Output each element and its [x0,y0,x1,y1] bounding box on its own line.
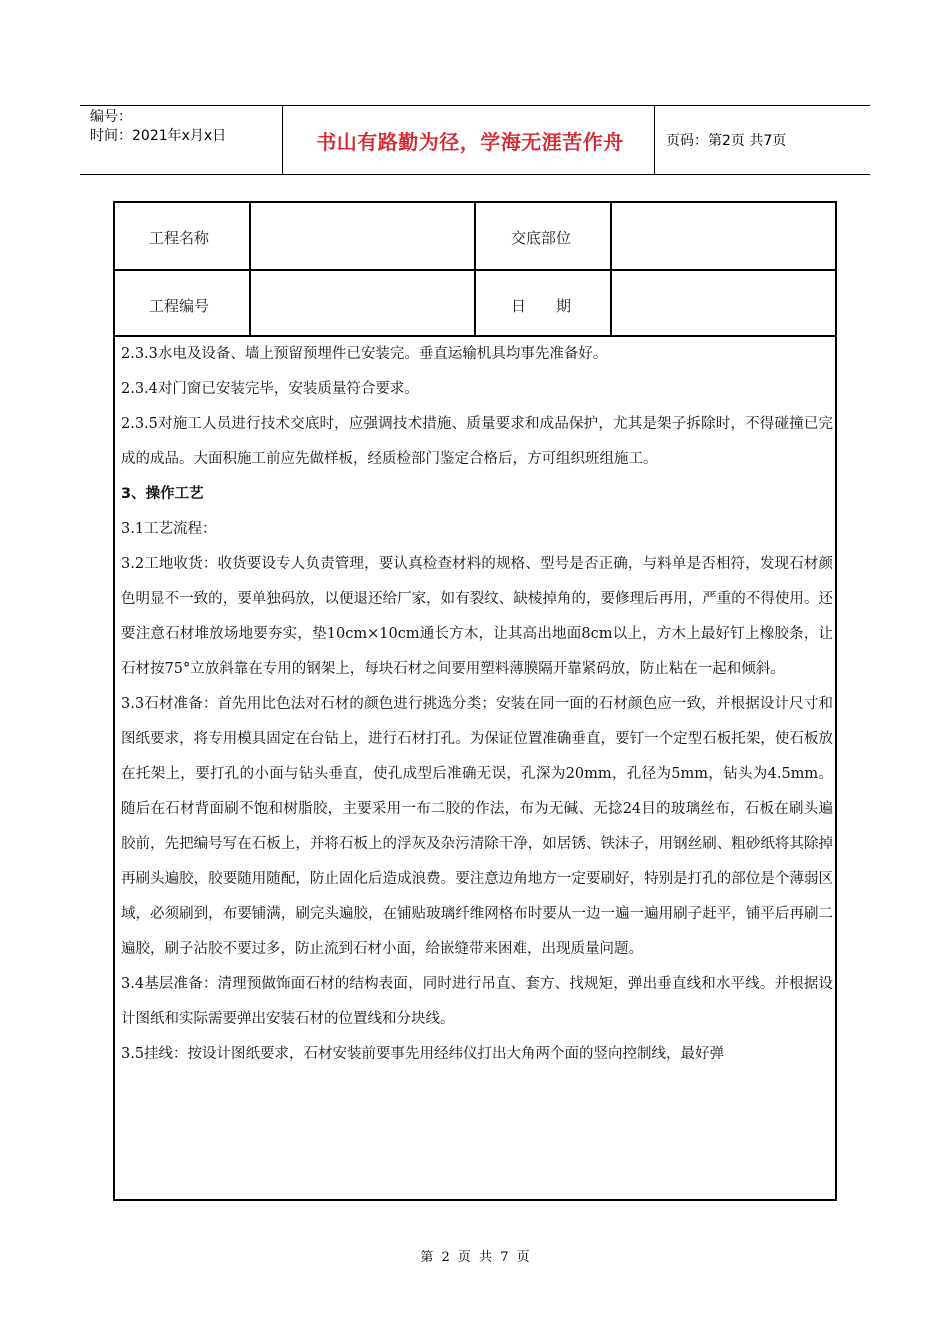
paragraph: 3.5挂线：按设计图纸要求，石材安装前要事先用经纬仪打出大角两个面的竖向控制线，最好弹 [121,1046,725,1062]
table-col-divider [249,203,251,335]
paragraph: 3.1工艺流程： [121,521,217,537]
paragraph: 2.3.5对施工人员进行技术交底时，应强调技术措施、质量要求和成品保护，尤其是架子拆除时，不得碰撞已完成的成品。大面积施工前应先做样板，经质检部门鉴定合格后，方可组织班组施工。 [121,416,833,467]
disclosure-table [113,201,837,1201]
section-heading: 3、操作工艺 [121,486,204,502]
paragraph: 3.2工地收货：收货要设专人负责管理，要认真检查材料的规格、型号是否正确，与料单是否相符，发现石材颜色明显不一致的，要单独码放，以便退还给厂家，如有裂纹、缺棱掉角的，要修理后再用，严重的不得使用。还要注意石材堆放场地要夯实，垫10cm×10cm通长方木，让其高出地面8cm以上，方木上最好钉上橡胶条，让石材按75°立放斜靠在专用的钢架上，每块石材之间要用塑料薄膜隔开靠紧码放，防止粘在一起和倾斜。 [121,556,833,677]
paragraph: 2.3.4对门窗已安装完毕，安装质量符合要求。 [121,381,419,397]
disclosure-part-label: 交底部位 [511,229,572,247]
table-col-divider [474,203,476,335]
paragraph: 3.4基层准备：清理预做饰面石材的结构表面，同时进行吊直、套方、找规矩，弹出垂直线和水平线。并根据设计图纸和实际需要弹出安装石材的位置线和分块线。 [121,976,833,1027]
paragraph: 2.3.3水电及设备、墙上预留预埋件已安装完。垂直运输机具均事先准备好。 [121,346,608,362]
header-slogan: 书山有路勤为径，学海无涯苦作舟 [316,130,624,154]
document-header [80,105,870,175]
table-col-divider [610,203,612,335]
disclosure-body-text [121,337,833,1072]
doc-time-label: 时间：2021年x月x日 [90,128,227,144]
header-meta [90,108,226,146]
paragraph: 3.3石材准备：首先用比色法对石材的颜色进行挑选分类；安装在同一面的石材颜色应一致，并根据设计尺寸和图纸要求，将专用模具固定在台钻上，进行石材打孔。为保证位置准确垂直，要钉一个定型石板托架，使石板放在托架上，要打孔的小面与钻头垂直，使孔成型后准确无误，孔深为20mm，孔径为5mm，钻头为4.5mm。随后在石材背面刷不饱和树脂胶，主要采用一布二胶的作法，布为无碱、无捻24目的玻璃丝布，石板在刷头遍胶前，先把编号写在石板上，并将石板上的浮灰及杂污清除干净，如居锈、铁沫子，用钢丝刷、粗砂纸将其除掉再刷头遍胶，胶要随用随配，防止固化后造成浪费。要注意边角地方一定要刷好，特别是打孔的部位是个薄弱区域，必须刷到，布要铺满，刷完头遍胶，在铺贴玻璃纤维网格布时要从一边一遍一遍用刷子赶平，铺平后再刷二遍胶，刷子沾胶不要过多，防止流到石材小面，给嵌缝带来困难，出现质量问题。 [121,696,833,957]
page-footer: 第 2 页 共 7 页 [420,1250,530,1265]
header-divider [282,106,283,174]
date-label: 日 期 [511,297,572,315]
project-name-label: 工程名称 [149,229,210,247]
project-no-label: 工程编号 [149,297,210,315]
doc-number-label: 编号： [90,109,132,125]
header-page-label: 页码：第2页 共7页 [666,133,787,149]
